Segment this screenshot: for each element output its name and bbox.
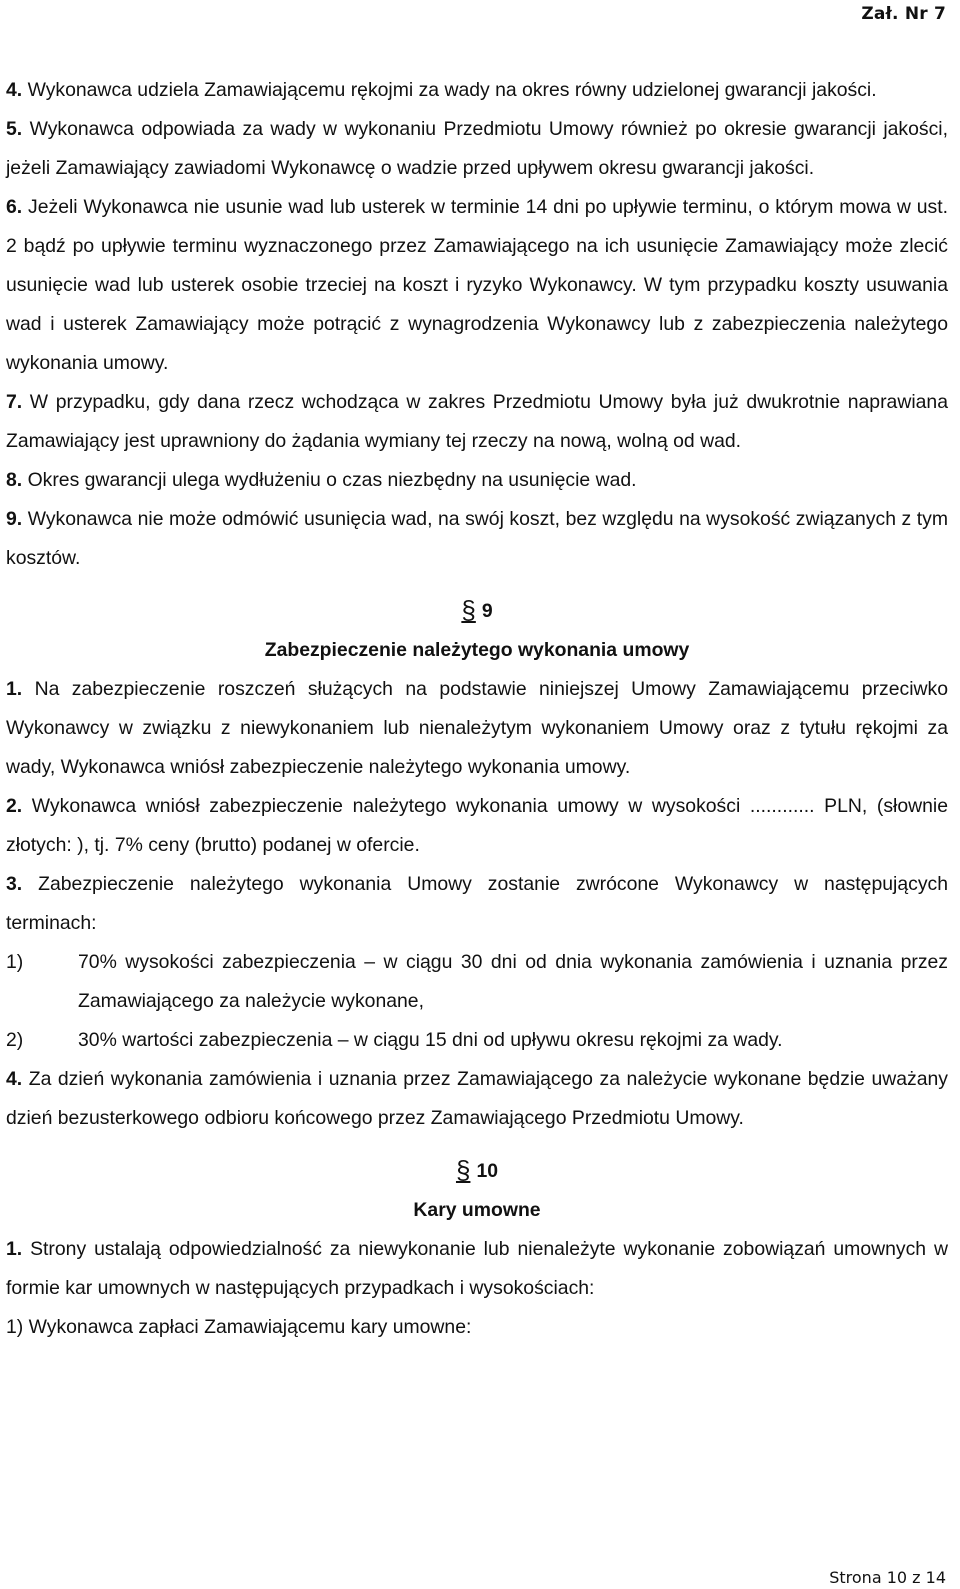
paragraph-text: Wykonawca udziela Zamawiającemu rękojmi za wady na okres równy udzielonej gwarancji jakości. <box>27 79 877 101</box>
section-symbol: § <box>455 1155 471 1185</box>
s9-list-item-1 <box>6 943 948 1021</box>
paragraph-number: 9. <box>6 508 23 530</box>
section-10-heading <box>6 1152 948 1191</box>
paragraph-text: Wykonawca nie może odmówić usunięcia wad, na swój koszt, bez względu na wysokość związanych z tym kosztów. <box>6 508 949 569</box>
s10-paragraph-1 <box>6 1230 948 1308</box>
paragraph-text: Strony ustalają odpowiedzialność za niewykonanie lub nienależyte wykonanie zobowiązań umownych w formie kar umownych w następujących przypadkach i wysokościach: <box>6 1238 948 1299</box>
paragraph-text: Wykonawca odpowiada za wady w wykonaniu Przedmiotu Umowy również po okresie gwarancji jakości, jeżeli Zamawiający zawiadomi Wykonawcę o wadzie przed upływem okresu gwarancji jakości. <box>6 118 948 179</box>
paragraph-text: Okres gwarancji ulega wydłużeniu o czas niezbędny na usunięcie wad. <box>27 469 637 491</box>
paragraph-9 <box>6 500 948 578</box>
paragraph-4 <box>6 71 948 110</box>
paragraph-number: 4. <box>6 1068 23 1090</box>
paragraph-number: 8. <box>6 469 23 491</box>
section-symbol: § <box>461 595 476 625</box>
s9-list-item-2 <box>6 1021 948 1060</box>
section-9-heading <box>6 592 948 631</box>
paragraph-number: 3. <box>6 873 23 895</box>
s9-paragraph-2 <box>6 787 948 865</box>
paragraph-number: 7. <box>6 391 23 413</box>
paragraph-number: 5. <box>6 118 23 140</box>
page-number: Strona 10 z 14 <box>829 1568 946 1587</box>
list-text: 30% wartości zabezpieczenia – w ciągu 15 dni od upływu okresu rękojmi za wady. <box>78 1029 783 1051</box>
paragraph-6 <box>6 188 948 383</box>
paragraph-5 <box>6 110 948 188</box>
section-10-title: Kary umowne <box>413 1199 541 1221</box>
s10-item-1: 1) Wykonawca zapłaci Zamawiającemu kary umowne: <box>6 1316 472 1338</box>
attachment-label: Zał. Nr 7 <box>861 4 946 24</box>
paragraph-number: 2. <box>6 795 23 817</box>
s9-paragraph-3 <box>6 865 948 943</box>
paragraph-text: Za dzień wykonania zamówienia i uznania przez Zamawiającego za należycie wykonane będzie uważany dzień bezusterkowego odbioru końcowego przez Zamawiającego Przedmiotu Umowy. <box>6 1068 948 1129</box>
list-number: 1) <box>6 951 24 973</box>
paragraph-number: 1. <box>6 1238 23 1260</box>
paragraph-text: Zabezpieczenie należytego wykonania Umowy zostanie zwrócone Wykonawcy w następujących terminach: <box>6 873 949 934</box>
paragraph-text: W przypadku, gdy dana rzecz wchodząca w zakres Przedmiotu Umowy była już dwukrotnie naprawiana Zamawiający jest uprawniony do żądania wymiany tej rzeczy na nową, wolną od wad. <box>6 391 948 452</box>
paragraph-text: Jeżeli Wykonawca nie usunie wad lub usterek w terminie 14 dni po upływie terminu, o którym mowa w ust. 2 bądź po upływie terminu wyznaczonego przez Zamawiającego na ich usunięcie Zamawiający może zlecić usunięcie wad lub usterek osobie trzeciej na koszt i ryzyko Wykonawcy. W tym przypadku koszty usuwania wad i usterek Zamawiający może potrącić z wynagrodzenia Wykonawcy lub z zabezpieczenia należytego wykonania umowy. <box>6 196 948 374</box>
section-9-title: Zabezpieczenie należytego wykonania umowy <box>264 639 690 661</box>
paragraph-text: Na zabezpieczenie roszczeń służących na podstawie niniejszej Umowy Zamawiającemu przeciwko Wykonawcy w związku z niewykonaniem lub nienależytym wykonaniem Umowy oraz z tytułu rękojmi za wady, Wykonawca wniósł zabezpieczenie należytego wykonania umowy. <box>6 678 948 778</box>
section-number: 9 <box>481 600 493 622</box>
paragraph-text: Wykonawca wniósł zabezpieczenie należytego wykonania umowy w wysokości ............ PLN, (słownie złotych: ), tj. 7% ceny (brutto) podanej w ofercie. <box>6 795 948 856</box>
paragraph-7 <box>6 383 948 461</box>
s9-paragraph-1 <box>6 670 948 787</box>
list-text: 70% wysokości zabezpieczenia – w ciągu 30 dni od dnia wykonania zamówienia i uznania przez Zamawiającego za należycie wykonane, <box>78 951 948 1012</box>
paragraph-8 <box>6 461 948 500</box>
s9-paragraph-4 <box>6 1060 948 1138</box>
document-body <box>6 71 948 1347</box>
list-number: 2) <box>6 1029 24 1051</box>
paragraph-number: 6. <box>6 196 23 218</box>
paragraph-number: 4. <box>6 79 23 101</box>
paragraph-number: 1. <box>6 678 23 700</box>
section-number: 10 <box>476 1160 499 1182</box>
